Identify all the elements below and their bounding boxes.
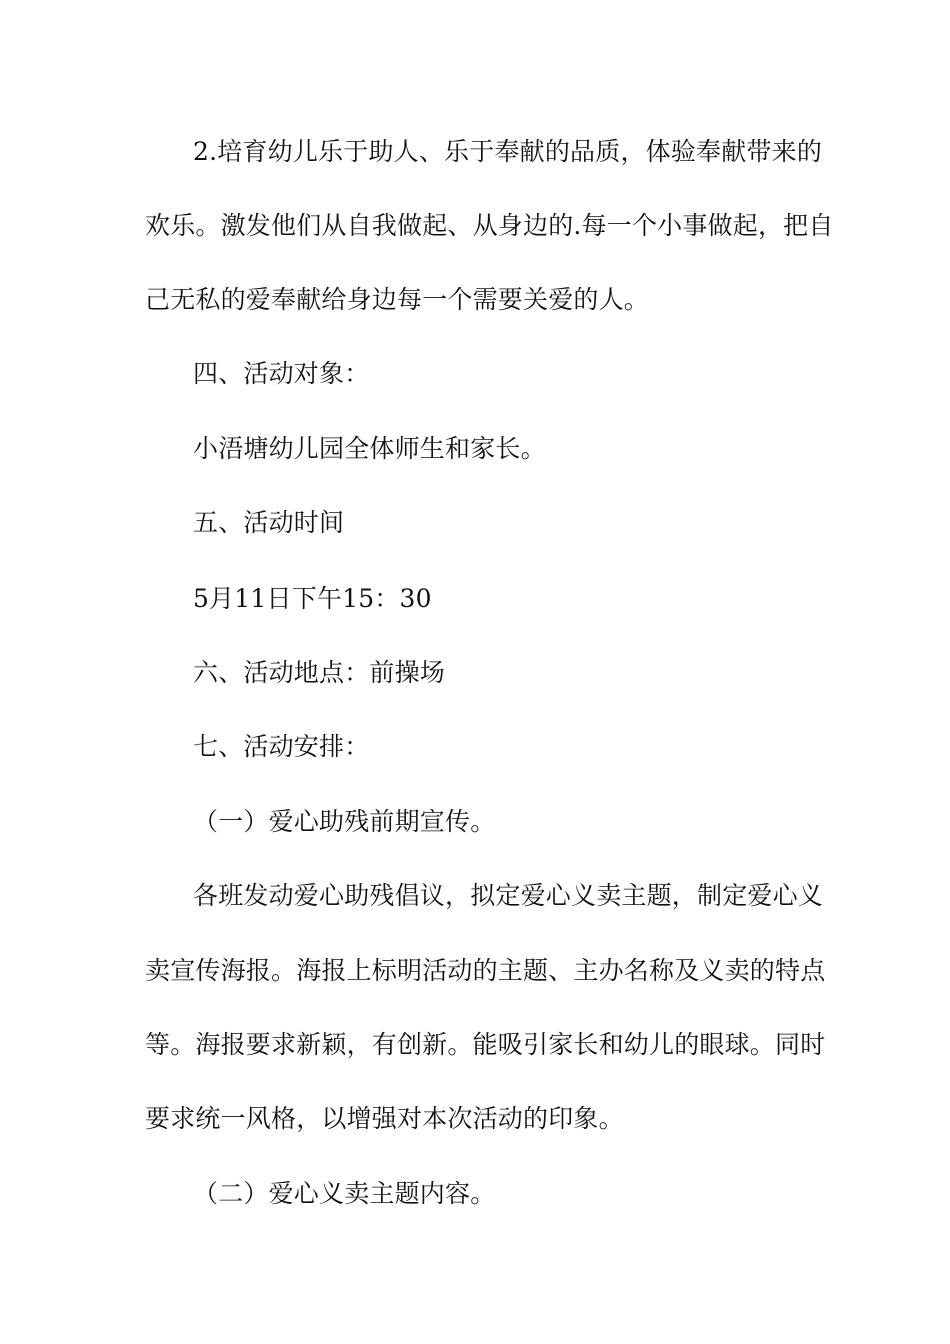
subsection-heading-theme: （二）爱心义卖主题内容。 [193,1179,496,1208]
section-heading-location: 六、活动地点：前操场 [193,658,446,687]
promotion-paragraph-line-1: 各班发动爱心助残倡议，拟定爱心义卖主题，制定爱心义 [193,881,824,910]
text-line-goal-2-start: 2.培育幼儿乐于助人、乐于奉献的品质，体验奉献带来的 [193,137,823,166]
section-heading-target: 四、活动对象： [193,359,370,388]
promotion-paragraph-line-3: 等。海报要求新颖，有创新。能吸引家长和幼儿的眼球。同时 [145,1030,826,1059]
section-heading-time: 五、活动时间 [193,508,345,537]
section-heading-arrangement: 七、活动安排： [193,732,370,761]
text-line-goal-2-middle: 欢乐。激发他们从自我做起、从身边的.每一个小事做起，把自 [145,211,834,240]
target-description: 小浯塘幼儿园全体师生和家长。 [193,434,546,463]
subsection-heading-promotion: （一）爱心助残前期宣传。 [193,807,496,836]
text-line-goal-2-end: 己无私的爱奉献给身边每一个需要关爱的人。 [145,285,650,314]
activity-time: 5月11日下午15：30 [193,584,432,613]
promotion-paragraph-line-4: 要求统一风格，以增强对本次活动的印象。 [145,1104,624,1133]
promotion-paragraph-line-2: 卖宣传海报。海报上标明活动的主题、主办名称及义卖的特点 [145,956,826,985]
